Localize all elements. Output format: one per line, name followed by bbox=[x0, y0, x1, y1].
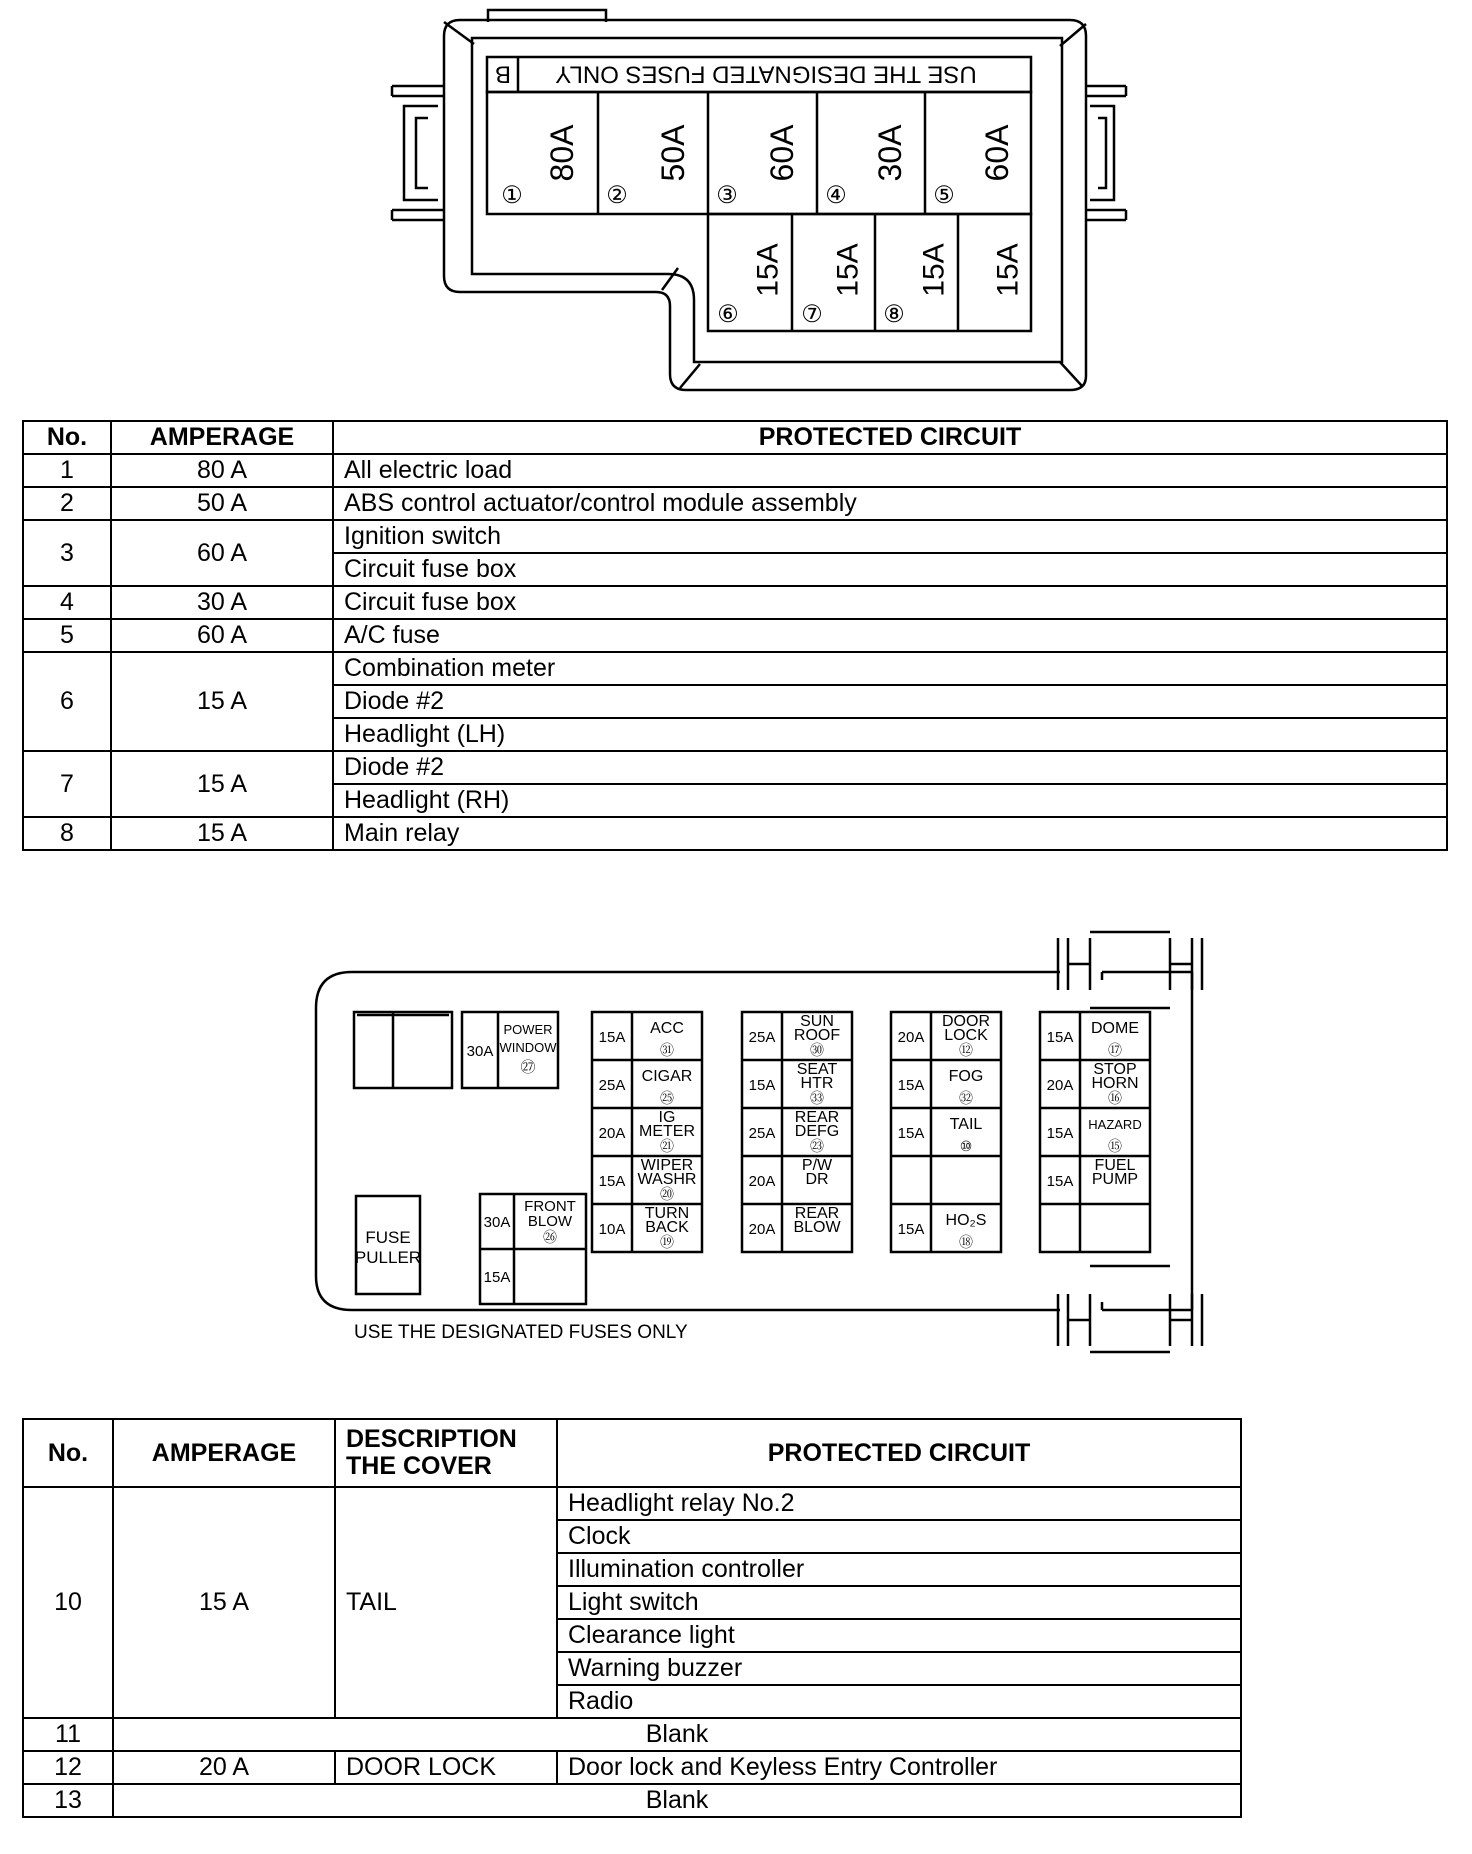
protected-circuit: ABS control actuator/control module assembly bbox=[333, 487, 1447, 520]
header-protected-circuit: PROTECTED CIRCUIT bbox=[333, 421, 1447, 454]
fuse-label: BACK bbox=[645, 1219, 689, 1236]
fuse-number: ⑳ bbox=[660, 1186, 674, 1202]
protected-circuit: Circuit fuse box bbox=[333, 553, 1447, 586]
fuse-amperage: 25A bbox=[748, 1029, 776, 1046]
fuse-label: DEFG bbox=[794, 1123, 840, 1140]
table-row bbox=[23, 817, 1447, 850]
header-description-line2: THE COVER bbox=[346, 1452, 492, 1480]
fuse-number: ㉕ bbox=[660, 1090, 674, 1106]
fuse-label: HTR bbox=[800, 1075, 834, 1092]
fuse-number: 10 bbox=[23, 1487, 113, 1718]
fuse-amperage: 15A bbox=[897, 1125, 925, 1142]
fuse-3-number: ③ bbox=[716, 182, 738, 209]
front-blow-label-line2: BLOW bbox=[527, 1213, 573, 1230]
fuse-amperage: 20A bbox=[748, 1221, 776, 1238]
box2-footer: USE THE DESIGNATED FUSES ONLY bbox=[354, 1322, 688, 1343]
fuse-amperage: 15A bbox=[1046, 1029, 1074, 1046]
fuse-amperage: 15A bbox=[1046, 1173, 1074, 1190]
fuse-label: IG bbox=[658, 1109, 676, 1126]
table-row bbox=[23, 619, 1447, 652]
protected-circuit: Illumination controller bbox=[557, 1553, 1241, 1586]
fuse-7-amperage: 15A bbox=[831, 243, 865, 297]
protected-circuit: Headlight (RH) bbox=[333, 784, 1447, 817]
fuse-amperage: 15A bbox=[1046, 1125, 1074, 1142]
fuse-amperage: 15A bbox=[598, 1029, 626, 1046]
table-row bbox=[23, 586, 1447, 619]
blank-entry: Blank bbox=[113, 1718, 1241, 1751]
fuse-number: ⑱ bbox=[959, 1234, 973, 1250]
protected-circuit: Main relay bbox=[333, 817, 1447, 850]
fuse-label: STOP bbox=[1093, 1061, 1137, 1078]
fuse-number: 12 bbox=[23, 1751, 113, 1784]
fuse-amperage: 15A bbox=[897, 1221, 925, 1238]
header-amperage: AMPERAGE bbox=[111, 421, 333, 454]
table-row bbox=[23, 454, 1447, 487]
fuse-amperage: 15 A bbox=[111, 751, 333, 817]
fuse-label: HAZARD bbox=[1088, 1117, 1142, 1132]
fuse-1-number: ① bbox=[501, 182, 523, 209]
fuse-4-number: ④ bbox=[825, 182, 847, 209]
table-row bbox=[23, 1718, 1241, 1751]
cover-description: TAIL bbox=[335, 1487, 557, 1718]
fuse-number: 5 bbox=[23, 619, 111, 652]
fuse-label: DR bbox=[805, 1171, 829, 1188]
fuse-number: 8 bbox=[23, 817, 111, 850]
fuse-label: SUN bbox=[800, 1013, 834, 1030]
box1-banner-letter: B bbox=[494, 60, 512, 88]
fuse-3-amperage: 60A bbox=[764, 124, 800, 182]
protected-circuit: Headlight relay No.2 bbox=[557, 1487, 1241, 1520]
power-window-label-line1: POWER bbox=[503, 1022, 553, 1037]
fuse-label: ROOF bbox=[793, 1027, 841, 1044]
power-window-label-line2: WINDOW bbox=[499, 1040, 557, 1055]
protected-circuit: Door lock and Keyless Entry Controller bbox=[557, 1751, 1241, 1784]
fuse-label: P/W bbox=[801, 1157, 833, 1174]
fuse-label: SEAT bbox=[796, 1061, 838, 1078]
front-blow-amperage: 30A bbox=[483, 1214, 511, 1231]
protected-circuit: Warning buzzer bbox=[557, 1652, 1241, 1685]
fuse-label: DOOR bbox=[942, 1013, 990, 1030]
fuse-number: ㉚ bbox=[810, 1042, 824, 1058]
fuse-number: ⑰ bbox=[1108, 1042, 1122, 1058]
fuse-amperage: 15A bbox=[748, 1077, 776, 1094]
table-row bbox=[23, 751, 1447, 784]
fuse-number: 6 bbox=[23, 652, 111, 751]
protected-circuit: Clock bbox=[557, 1520, 1241, 1553]
fuse-label: ACC bbox=[650, 1020, 684, 1037]
fuse-1-amperage: 80A bbox=[544, 124, 580, 182]
fuse-number: ⑯ bbox=[1108, 1090, 1122, 1106]
fuse-number: ⑲ bbox=[660, 1234, 674, 1250]
fuse-amperage: 15 A bbox=[113, 1487, 335, 1718]
fuse-amperage: 10A bbox=[598, 1221, 626, 1238]
fuse-number: ㉓ bbox=[810, 1138, 824, 1154]
fuse-amperage: 15A bbox=[897, 1077, 925, 1094]
fuse-number: ㉑ bbox=[660, 1138, 674, 1154]
protected-circuit: Radio bbox=[557, 1685, 1241, 1718]
fuse-amperage: 20A bbox=[598, 1125, 626, 1142]
protected-circuit: All electric load bbox=[333, 454, 1447, 487]
fuse-5-amperage: 60A bbox=[979, 124, 1015, 182]
fuse-number: 3 bbox=[23, 520, 111, 586]
table-row bbox=[23, 487, 1447, 520]
fuse-number: ⑫ bbox=[959, 1042, 973, 1058]
fuse-amperage: 25A bbox=[748, 1125, 776, 1142]
protected-circuit: Diode #2 bbox=[333, 751, 1447, 784]
fuse-label: WASHR bbox=[637, 1171, 697, 1188]
protected-circuit: Diode #2 bbox=[333, 685, 1447, 718]
header-description-line1: DESCRIPTION bbox=[346, 1424, 517, 1453]
fuse-8-amperage: 15A bbox=[917, 243, 951, 297]
protected-circuit: Circuit fuse box bbox=[333, 586, 1447, 619]
header-no: No. bbox=[23, 421, 111, 454]
header-protected-circuit: PROTECTED CIRCUIT bbox=[557, 1419, 1241, 1487]
fuse-amperage: 80 A bbox=[111, 454, 333, 487]
header-no: No. bbox=[23, 1419, 113, 1487]
fuse-label: TURN bbox=[644, 1205, 690, 1222]
fuse-number: ㉝ bbox=[810, 1090, 824, 1106]
protected-circuit: Light switch bbox=[557, 1586, 1241, 1619]
protected-circuit: Headlight (LH) bbox=[333, 718, 1447, 751]
front-blow-number: ㉖ bbox=[543, 1229, 557, 1245]
fuse-number: 11 bbox=[23, 1718, 113, 1751]
fuse-label: CIGAR bbox=[641, 1068, 693, 1085]
fuse-7-number: ⑦ bbox=[801, 301, 823, 328]
fuse-amperage: 20A bbox=[1046, 1077, 1074, 1094]
fuse-4-amperage: 30A bbox=[872, 124, 908, 182]
fuse-amperage: 60 A bbox=[111, 619, 333, 652]
protected-circuit: Combination meter bbox=[333, 652, 1447, 685]
table-row bbox=[23, 1751, 1241, 1784]
table-row bbox=[23, 520, 1447, 553]
circuit-fuse-box-diagram bbox=[0, 920, 1472, 1400]
front-blow-label-line1: FRONT bbox=[524, 1198, 576, 1215]
blank-entry: Blank bbox=[113, 1784, 1241, 1817]
fuse-label: HO₂S bbox=[945, 1212, 987, 1229]
fuse-label: LOCK bbox=[944, 1027, 988, 1044]
fuse-amperage: 20 A bbox=[113, 1751, 335, 1784]
fuse-label: TAIL bbox=[949, 1116, 983, 1133]
power-window-amperage: 30A bbox=[466, 1043, 494, 1060]
power-window-number: ㉗ bbox=[520, 1059, 536, 1076]
protected-circuit: Clearance light bbox=[557, 1619, 1241, 1652]
fuse-amperage: 15 A bbox=[111, 817, 333, 850]
protected-circuit: Ignition switch bbox=[333, 520, 1447, 553]
fuse-8-number: ⑧ bbox=[883, 301, 905, 328]
fuse-amperage: 60 A bbox=[111, 520, 333, 586]
fuse-6-number: ⑥ bbox=[717, 301, 739, 328]
table-row bbox=[23, 1487, 1241, 1520]
fuse-label: WIPER bbox=[640, 1157, 694, 1174]
table-row bbox=[23, 652, 1447, 685]
fuse-number: ㉜ bbox=[959, 1090, 973, 1106]
fuse-amperage: 15A bbox=[598, 1173, 626, 1190]
fuse-amperage: 25A bbox=[598, 1077, 626, 1094]
fuse-puller-label-line2: PULLER bbox=[354, 1248, 422, 1267]
circuit-fuse-table bbox=[22, 1418, 1242, 1818]
fuse-amperage: 50 A bbox=[111, 487, 333, 520]
fuse-amperage: 30 A bbox=[111, 586, 333, 619]
fuse-6-amperage: 15A bbox=[751, 243, 785, 297]
fuse-number: ㉛ bbox=[660, 1042, 674, 1058]
fuse-puller-label-line1: FUSE bbox=[365, 1228, 411, 1247]
fuse-amperage: 20A bbox=[897, 1029, 925, 1046]
fuse-label: HORN bbox=[1091, 1075, 1139, 1092]
fuse-number: 7 bbox=[23, 751, 111, 817]
fuse-9-amperage: 15A bbox=[991, 243, 1025, 297]
fuse-amperage: 15 A bbox=[111, 652, 333, 751]
table-row bbox=[23, 1784, 1241, 1817]
fuse-label: REAR bbox=[794, 1205, 840, 1222]
fuse-amperage: 20A bbox=[748, 1173, 776, 1190]
fuse-number: 2 bbox=[23, 487, 111, 520]
protected-circuit: A/C fuse bbox=[333, 619, 1447, 652]
fuse-2-amperage: 50A bbox=[655, 124, 691, 182]
main-fuse-box-diagram bbox=[0, 0, 1472, 400]
fuse-label: FUEL bbox=[1094, 1157, 1136, 1174]
fuse-label: FOG bbox=[948, 1068, 984, 1085]
fuse-label: PUMP bbox=[1091, 1171, 1139, 1188]
fuse-label: DOME bbox=[1091, 1020, 1139, 1037]
fuse-label: REAR bbox=[794, 1109, 840, 1126]
fuse-5-number: ⑤ bbox=[933, 182, 955, 209]
box1-banner: USE THE DESIGNATED FUSES ONLY bbox=[555, 60, 977, 88]
header-amperage: AMPERAGE bbox=[113, 1419, 335, 1487]
fuse-label: BLOW bbox=[793, 1219, 841, 1236]
fuse-label: METER bbox=[639, 1123, 695, 1140]
cover-description: DOOR LOCK bbox=[335, 1751, 557, 1784]
fuse-2-number: ② bbox=[606, 182, 628, 209]
fuse-number: ⑩ bbox=[959, 1138, 973, 1154]
fuse-number: 1 bbox=[23, 454, 111, 487]
spare-fuse-amperage: 15A bbox=[483, 1269, 511, 1286]
main-fuse-table bbox=[22, 420, 1448, 851]
header-description-cover bbox=[335, 1419, 557, 1487]
fuse-number: ⑮ bbox=[1108, 1138, 1122, 1154]
fuse-number: 13 bbox=[23, 1784, 113, 1817]
fuse-number: 4 bbox=[23, 586, 111, 619]
